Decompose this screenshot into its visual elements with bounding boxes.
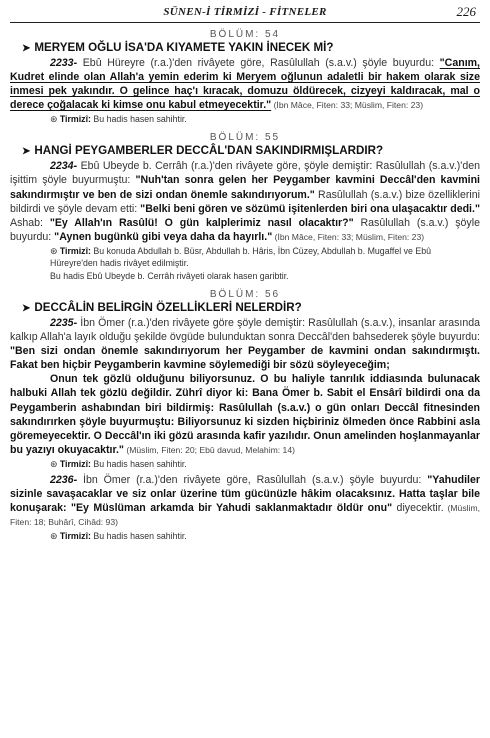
pointer-icon: ➤ [22, 43, 31, 54]
running-header [10, 4, 480, 23]
tirmizi-note-2: Bu hadis Ebû Ubeyde b. Cerrâh rivâyeti olarak hasen garibtir. [50, 270, 289, 281]
hadith-number: 2234- [50, 160, 78, 173]
chapter-title: ➤ HANGİ PEYGAMBERLER DECCÂL'DAN SAKINDIRMIŞLARDIR? [22, 144, 384, 158]
tirmizi-note: ⊛ Tirmizî: Bu hadis hasen sahihtir. [50, 531, 187, 542]
hadith-2236: 2236- İbn Ömer (r.a.)'den rivâyete göre, Rasûlullah (s.a.v.) şöyle buyurdu: "Yahudiler sizinle savaşacaklar ve siz onlar üzerine tüm gücünüzle hâkim olacaksınız. Hatta taşlar bile konuşarak: "Ey Müslüman arkamda bir Yahudi saklanmaktadır öldür onu" diyecektir. (Müslim, Fiten: 18; Buhârî, Cihâd: 93) [10, 473, 480, 528]
hadith-2233: 2233- Ebû Hüreyre (r.a.)'den rivâyete göre, Rasûlullah (s.a.v.) şöyle buyurdu: "Canım, Kudret elinde olan Allah'a yemin ederim ki Meryem oğlunun adaletli bir hakem olarak size inmesi pek yakındır. O gelince haç'ı kıracak, domuzu öldürecek, cizyeyi kaldıracak, mal o derece çoğalacak ki kimse onu kabul etmeyecektir." (İbn Mâce, Fiten: 33; Müslim, Fiten: 23) [10, 57, 480, 112]
hadith-2234: 2234- Ebû Ubeyde b. Cerrâh (r.a.)'den rivâyete göre, şöyle demiştir: Rasûlullah (s.a.v.)'den işittim şöyle buyurmuştu: "Nuh'tan sonra gelen her Peygamber kavmini Deccâl'den kavmini sakındırmıştır ve ben de sizi ondan önemle sakındırıyorum." Rasûlullah (s.a.v.) bize özelliklerini bildirdi ve şöyle devam etti: "Belki beni gören ve sözümü işitenlerden biri ona ulaşacaktır dedi." Ashab: "Ey Allah'ın Rasûlü! O gün kalplerimiz nasıl olacaktır?" Rasûlullah (s.a.v.) şöyle buyurdu: "Aynen bugünkü gibi veya daha da hayırlı." (İbn Mâce, Fiten: 33; Müslim, Fiten: 23) [10, 160, 481, 243]
section-56 [10, 289, 480, 542]
bullet-icon: ⊛ [50, 458, 58, 469]
chapter-label: BÖLÜM: 55 [209, 132, 281, 144]
hadith-2235-cont: Onun tek gözlü olduğunu biliyorsunuz. O bu haliyle tanrılık iddiasında bulunacak halbuki Allah tek gözlü değildir. Zührî diyor ki: Bana Ömer b. Sabit el Ensârî bildirdi ona da Peygamberin ashabından biri bildirmiş: Rasûlullah (s.a.v.) o gün onları Deccâl fitnesinden sakındırırken şöyle buyurmuştu: Biliyorsunuz ki sizden hiçbiriniz ölmeden önce Rabbini asla göremeyecektir. O Deccâl'ın iki gözü arasında kafir yazılıdır. Onun amelinden hoşlanmayanlar bu yazıyı okuyacaktır." (Müslim, Fiten: 20; Ebû davud, Melahim: 14) [10, 373, 480, 456]
chapter-label: BÖLÜM: 56 [209, 288, 281, 300]
hadith-number: 2236- [50, 473, 78, 486]
pointer-icon: ➤ [22, 146, 31, 158]
bullet-icon: ⊛ [50, 245, 58, 256]
section-55 [10, 132, 480, 282]
hadith-source: (Müslim, Fiten: 20; Ebû davud, Melahim: 14) [123, 444, 295, 455]
hadith-source: (İbn Mâce, Fiten: 33; Müslim, Fiten: 23) [271, 100, 424, 111]
pointer-icon: ➤ [22, 302, 31, 314]
page-number: 226 [456, 4, 476, 19]
bullet-icon: ⊛ [50, 114, 58, 125]
hadith-2235: 2235- İbn Ömer (r.a.)'den rivâyete göre şöyle demiştir: Rasûlullah (s.a.v.), insanlar arasında kalkıp Allah'a layık olduğu şekilde övgüde bulunduktan sonra Deccâl'den bahsederek şöyle buyurdu: "Ben sizi ondan önemle sakındırıyorum her Peygamber de kavmini ondan sakındırmıştı. Fakat ben hiçbir Peygamberin kavmine söylemediği bir sözü söyleyeceğim; [10, 316, 480, 372]
hadith-quote: "Canım, Kudret elinde olan Allah'a yemin ederim ki Meryem oğlunun adaletli bir hakem olarak size inmesi pek yakındır. O gelince haç'ı kıracak, domuzu öldürecek, cizyeyi kaldıracak, mal o derece çoğalacak ki kimse onu kabul etmeyecektir." [10, 57, 480, 112]
hadith-source: (Müslim, Fiten: 18; Buhârî, Cihâd: 93) [10, 503, 480, 528]
tirmizi-note: ⊛ Tirmizî: Bu konuda Abdullah b. Büsr, Abdullah b. Hâris, İbn Cüzey, Abdullah b. Mugaffel ve Ebû Hüreyre'den hadis rivâyet edilmiştir. [50, 245, 431, 268]
section-54 [10, 29, 480, 125]
chapter-label: BÖLÜM: 54 [209, 29, 281, 40]
hadith-number: 2233- [50, 57, 78, 69]
bullet-icon: ⊛ [50, 531, 58, 542]
chapter-title: ➤ MERYEM OĞLU İSA'DA KIYAMETE YAKIN İNECEK Mİ? [22, 41, 334, 54]
hadith-number: 2235- [50, 316, 78, 329]
tirmizi-note: ⊛ Tirmizî: Bu hadis hasen sahihtir. [50, 458, 187, 469]
chapter-title: ➤ DECCÂLİN BELİRGİN ÖZELLİKLERİ NELERDİR? [22, 300, 302, 314]
tirmizi-note: ⊛ Tirmizî: Bu hadis hasen sahihtir. [50, 114, 187, 125]
running-title: SÜNEN-İ TİRMİZİ - FİTNELER [163, 6, 327, 18]
hadith-source: (İbn Mâce, Fiten: 33; Müslim, Fiten: 23) [272, 231, 425, 242]
